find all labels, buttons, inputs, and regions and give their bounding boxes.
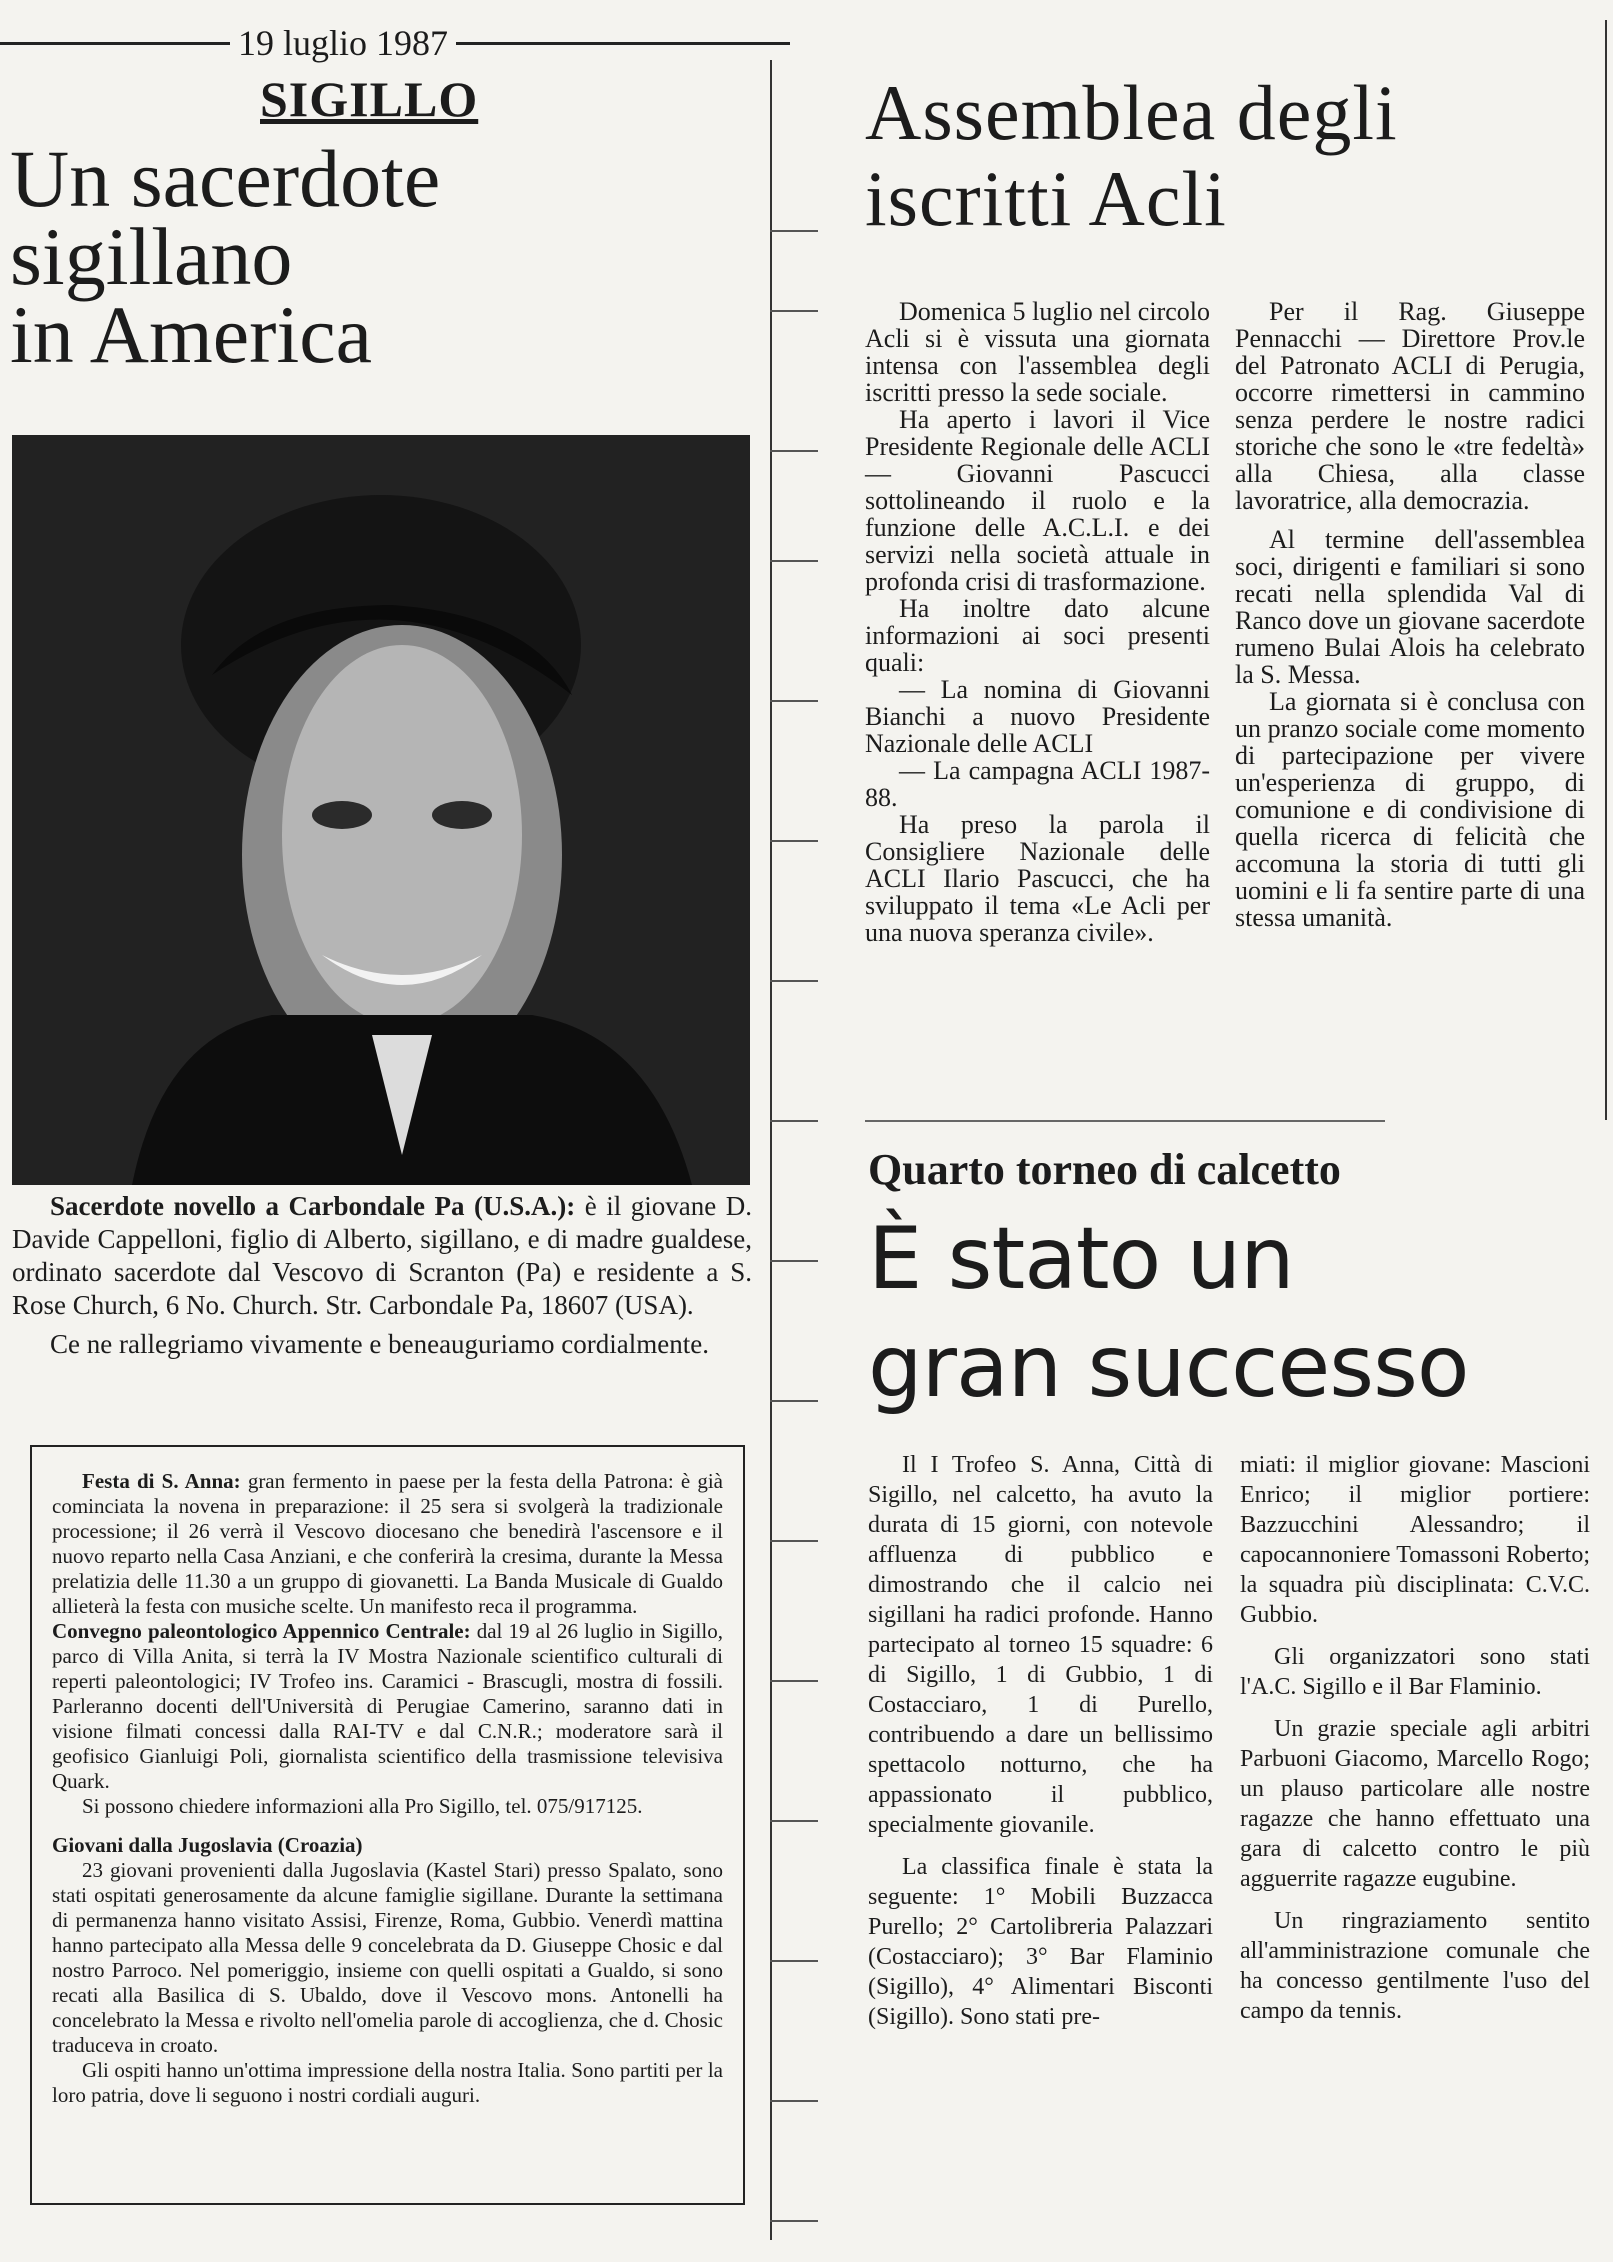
- divider-tick: [770, 1120, 818, 1122]
- dateline-date: 19 luglio 1987: [238, 23, 449, 63]
- divider-tick: [770, 1260, 818, 1262]
- acli-paragraph: — La nomina di Giovanni Bianchi a nuovo Presidente Nazionale delle ACLI: [865, 675, 1210, 758]
- calcetto-paragraph: Il I Trofeo S. Anna, Città di Sigillo, nel calcetto, ha avuto la durata di 15 giorni, con notevole affluenza di pubblico e dimostrando che il calcio nei sigillani ha radici profonde. Hanno partecipato al torneo 15 squadre: 6 di Sigillo, 1 di Gubbio, 1 di Costacciaro, 1 di Purello, contribuendo a dare un bellissimo spettacolo notturno, che ha appassionato il pubblico, specialmente giovanile.: [868, 1452, 1213, 1838]
- divider-tick: [770, 1680, 818, 1682]
- acli-paragraph: Al termine dell'assemblea soci, dirigenti e familiari si sono recati nella splendida Val di Ranco dove un giovane sacerdote rumeno Bulai Alois ha celebrato la S. Messa.: [1235, 525, 1585, 689]
- calcetto-paragraph: Gli organizzatori sono stati l'A.C. Sigillo e il Bar Flaminio.: [1240, 1644, 1590, 1700]
- calcetto-headline-line: gran successo: [868, 1317, 1469, 1417]
- caption-text: è il giovane D. Davide Cappelloni, figlio di Alberto, sigillano, e di madre gualdese, ordinato sacerdote dal Vescovo di Scranton (Pa) e residente a S. Rose Church, 6 No. Church. Str. Carbondale Pa, 18607 (USA).: [12, 1191, 752, 1320]
- box-paragraph: [52, 1469, 723, 1619]
- box-text-ospiti: Gli ospiti hanno un'ottima impressione della nostra Italia. Sono partiti per la loro patria, dove li seguono i nostri cordiali auguri.: [52, 2058, 723, 2107]
- divider-tick: [770, 840, 818, 842]
- right-edge-rule: [1605, 20, 1607, 1120]
- acli-paragraph: La giornata si è conclusa con un pranzo sociale come momento di partecipazione per vivere un'esperienza di gruppo, di comunione e di condivisione di quella ricerca di felicità che accomuna la storia di tutti gli uomini e li fa sentire parte di una stessa umanità.: [1235, 687, 1585, 932]
- dateline-rule-right: [456, 42, 790, 45]
- acli-paragraph: — La campagna ACLI 1987-88.: [865, 756, 1210, 812]
- acli-headline: [865, 70, 1585, 242]
- acli-paragraph: Ha aperto i lavori il Vice Presidente Regionale delle ACLI — Giovanni Pascucci sottolineando il ruolo e la funzione delle A.C.L.I. e dei servizi nella società attuale in profonda crisi di trasformazione.: [865, 405, 1210, 596]
- divider-tick: [770, 230, 818, 232]
- box-title-convegno: Convegno paleontologico Appennico Centrale:: [52, 1619, 471, 1643]
- acli-column-1: [865, 298, 1210, 946]
- box-info: Si possono chiedere informazioni alla Pro Sigillo, tel. 075/917125.: [82, 1794, 643, 1818]
- divider-tick: [770, 1540, 818, 1542]
- box-title-festa: Festa di S. Anna:: [82, 1469, 241, 1493]
- calcetto-headline-line: È stato un: [868, 1209, 1294, 1309]
- section-kicker: SIGILLO: [260, 71, 479, 127]
- left-headline-line: sigillano: [10, 211, 293, 302]
- calcetto-paragraph: La classifica finale è stata la seguente: 1° Mobili Buzzacca Purello; 2° Cartolibreria Palazzari (Costacciaro); 3° Bar Flaminio (Sigillo), 4° Alimentari Bisconti (Sigillo). Sono stati pre-: [868, 1854, 1213, 2030]
- acli-paragraph: Per il Rag. Giuseppe Pennacchi — Direttore Prov.le del Patronato ACLI di Perugia, occorre rimettersi in cammino senza perdere le nostre radici storiche che sono le «tre fedeltà» alla Chiesa, alla classe lavoratrice, alla democrazia.: [1235, 297, 1585, 515]
- calcetto-column-1: [868, 1450, 1213, 2032]
- calcetto-column-2: [1240, 1450, 1590, 2026]
- left-headline-line: in America: [10, 289, 373, 380]
- dateline: [0, 18, 790, 68]
- divider-tick: [770, 1820, 818, 1822]
- acli-paragraph: Ha preso la parola il Consigliere Nazionale delle ACLI Ilario Pascucci, che ha sviluppato il tema «Le Acli per una nuova speranza civile».: [865, 810, 1210, 947]
- divider-tick: [770, 1960, 818, 1962]
- acli-headline-line: Assemblea degli: [865, 69, 1398, 156]
- divider-tick: [770, 2100, 818, 2102]
- calcetto-paragraph: Un ringraziamento sentito all'amministrazione comunale che ha concesso gentilmente l'uso del campo da tennis.: [1240, 1908, 1590, 2024]
- calcetto-headline: [868, 1205, 1588, 1421]
- divider-tick: [770, 1400, 818, 1402]
- calcetto-paragraph: Un grazie speciale agli arbitri Parbuoni Giacomo, Marcello Rogo; un plauso particolare alle nostre ragazze che hanno effettuato una gara di calcetto contro le più agguerrite ragazze eugubine.: [1240, 1716, 1590, 1892]
- calcetto-subhead: Quarto torneo di calcetto: [868, 1145, 1341, 1194]
- box-title-giovani: Giovani dalla Jugoslavia (Croazia): [52, 1833, 363, 1857]
- column-divider: [770, 60, 820, 2240]
- photo-caption: [12, 1190, 752, 1367]
- divider-tick: [770, 560, 818, 562]
- dateline-rule-left: [0, 42, 230, 45]
- acli-column-2: [1235, 298, 1585, 931]
- acli-headline-line: iscritti Acli: [865, 155, 1227, 242]
- box-text-giovani: 23 giovani provenienti dalla Jugoslavia (Kastel Stari) presso Spalato, sono stati ospitati generosamente da alcune famiglie sigillane. Durante la settimana di permanenza hanno visitato Assisi, Firenze, Roma, Gubbio. Venerdì mattina hanno partecipato alla Messa delle 9 concelebrata da D. Giuseppe Chosic e dal nostro Parroco. Nel pomeriggio, insieme con quelli ospitati a Gualdo, si sono recati alla Basilica di S. Ubaldo, dove il Vescovo mons. Antonelli ha concelebrato la Messa e rivolto nell'omelia parole di accoglienza, che d. Chosic traduceva in croato.: [52, 1858, 723, 2057]
- divider-tick: [770, 2220, 818, 2222]
- divider-tick: [770, 450, 818, 452]
- box-text-festa: gran fermento in paese per la festa della Patrona: è già cominciata la novena in preparazione: il 25 sera si svolgerà la tradizionale processione; il 26 verrà il Vescovo diocesano che benedirà l'ascensore e il nuovo reparto nella Casa Anziani, e che conferirà la cresima, durante la Messa prelatizia delle 11.30 a un gruppo di giovanetti. La Banda Musicale di Gualdo allieterà la festa con musiche scelte. Un manifesto reca il programma.: [52, 1469, 723, 1618]
- divider-tick: [770, 700, 818, 702]
- caption-body: [12, 1190, 752, 1322]
- calcetto-paragraph: miati: il miglior giovane: Mascioni Enrico; il miglior portiere: Bazzucchini Alessandro; il capocannoniere Tomassoni Roberto; la squadra più disciplinata: C.V.C. Gubbio.: [1240, 1452, 1590, 1628]
- acli-paragraph: Ha inoltre dato alcune informazioni ai soci presenti quali:: [865, 594, 1210, 677]
- acli-paragraph: Domenica 5 luglio nel circolo Acli si è vissuta una giornata intensa con l'assemblea degli iscritti presso la sede sociale.: [865, 297, 1210, 407]
- left-headline: [10, 133, 750, 380]
- divider-tick: [770, 980, 818, 982]
- news-box: [30, 1445, 745, 2205]
- column-rule: [770, 60, 772, 2240]
- box-paragraph: [52, 1619, 723, 1794]
- section-rule: [865, 1120, 1385, 1122]
- portrait-photo: [12, 435, 750, 1185]
- caption-closing: Ce ne rallegriamo vivamente e beneauguriamo cordialmente.: [50, 1329, 709, 1359]
- left-headline-line: Un sacerdote: [10, 133, 441, 224]
- divider-tick: [770, 310, 818, 312]
- caption-lead: Sacerdote novello a Carbondale Pa (U.S.A.):: [50, 1191, 576, 1221]
- box-text-convegno: dal 19 al 26 luglio in Sigillo, parco di Villa Anita, si terrà la IV Mostra Nazionale scientifico culturali di reperti paleontologici; IV Trofeo ins. Caramici - Brascugli, mostra di fossili. Parleranno docenti dell'Università di Perugiae Camerino, saranno dati in visione filmati concessi dalla RAI-TV e dal C.N.R.; moderatore sarà il geofisico Gianluigi Poli, giornalista scientifico della trasmissione televisiva Quark.: [52, 1619, 723, 1793]
